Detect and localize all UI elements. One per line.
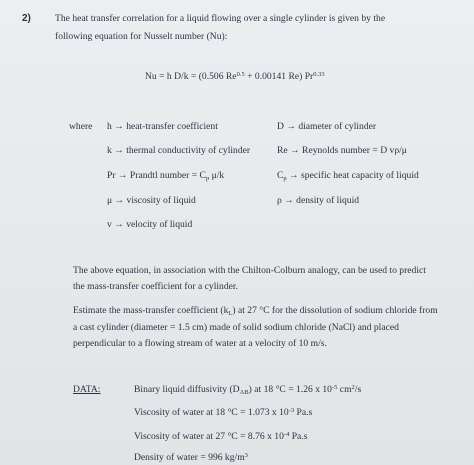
def-Re: Re → Reynolds number = D vρ/μ bbox=[277, 145, 407, 156]
equation-exp-1: 0.5 bbox=[236, 71, 245, 78]
visc18-b: Pa.s bbox=[294, 407, 313, 418]
paragraph2-line-3: perpendicular to a flowing stream of water at a velocity of 10 m/s. bbox=[73, 338, 327, 349]
visc27-b: Pa.s bbox=[289, 431, 308, 442]
data-viscosity-18 bbox=[134, 407, 312, 419]
visc27-exp: -4 bbox=[283, 431, 290, 438]
paragraph1-line-1: The above equation, in association with the Chilton-Colburn analogy, can be used to predict bbox=[73, 265, 426, 276]
paragraph2-line-1b: ) at 27 °C for the dissolution of sodium chloride from bbox=[232, 305, 438, 316]
question-number: 2) bbox=[22, 13, 31, 24]
data-label: DATA: bbox=[73, 384, 101, 395]
def-Cp-tail: → specific heat capacity of liquid bbox=[286, 170, 419, 181]
diff-exp2: 2 bbox=[351, 384, 355, 391]
def-Pr-main: Pr → Prandtl number = C bbox=[107, 170, 206, 181]
paragraph1-line-2: the mass-transfer coefficient for a cylinder. bbox=[73, 281, 238, 292]
diff-d: /s bbox=[354, 384, 362, 395]
diff-b: ) at 18 °C = 1.26 x 10 bbox=[248, 384, 332, 395]
diff-sub: AB bbox=[239, 389, 249, 396]
def-Cp-sub: p bbox=[283, 175, 287, 182]
visc18-a: Viscosity of water at 18 °C = 1.073 x 10 bbox=[134, 407, 289, 418]
diff-c: cm bbox=[337, 384, 352, 395]
def-v: v → velocity of liquid bbox=[107, 219, 193, 230]
def-Pr-sub: p bbox=[205, 175, 210, 182]
paragraph2-sub-L: L bbox=[228, 310, 233, 317]
def-Pr bbox=[107, 170, 224, 182]
intro-line-2: following equation for Nusselt number (Nu): bbox=[55, 31, 228, 42]
where-label: where bbox=[69, 121, 93, 132]
def-Cp bbox=[277, 170, 419, 182]
density-a: Density of water = 996 kg/m bbox=[134, 452, 245, 463]
def-Cp-main: C bbox=[277, 170, 284, 181]
equation-middle: + 0.00141 Re) Pr bbox=[244, 71, 314, 82]
visc27-a: Viscosity of water at 27 °C = 8.76 x 10 bbox=[134, 431, 284, 442]
def-h: h → heat-transfer coefficient bbox=[107, 121, 218, 132]
equation-prefix: Nu = h D/k = (0.506 Re bbox=[145, 71, 237, 82]
data-density bbox=[134, 452, 248, 464]
data-diffusivity bbox=[134, 384, 361, 396]
paragraph2-line-1a: Estimate the mass-transfer coefficient (k bbox=[73, 305, 229, 316]
visc18-exp: -3 bbox=[288, 407, 295, 414]
equation-exp-2: 0.33 bbox=[313, 71, 325, 78]
def-k: k → thermal conductivity of cylinder bbox=[107, 145, 251, 156]
def-D: D → diameter of cylinder bbox=[277, 121, 377, 132]
nusselt-equation bbox=[145, 71, 325, 83]
def-rho: ρ → density of liquid bbox=[277, 195, 360, 206]
def-mu: μ → viscosity of liquid bbox=[107, 195, 196, 206]
diff-exp: -5 bbox=[331, 384, 338, 391]
paragraph2-line-1 bbox=[73, 305, 438, 317]
density-exp: 3 bbox=[244, 452, 248, 459]
def-Pr-tail: μ/k bbox=[209, 170, 225, 181]
diff-a: Binary liquid diffusivity (D bbox=[134, 384, 240, 395]
data-viscosity-27 bbox=[134, 431, 307, 443]
paragraph2-line-2: a cast cylinder (diameter = 1.5 cm) made of solid sodium chloride (NaCl) and placed bbox=[73, 322, 399, 333]
intro-line-1: The heat transfer correlation for a liquid flowing over a single cylinder is given by the bbox=[55, 13, 386, 24]
